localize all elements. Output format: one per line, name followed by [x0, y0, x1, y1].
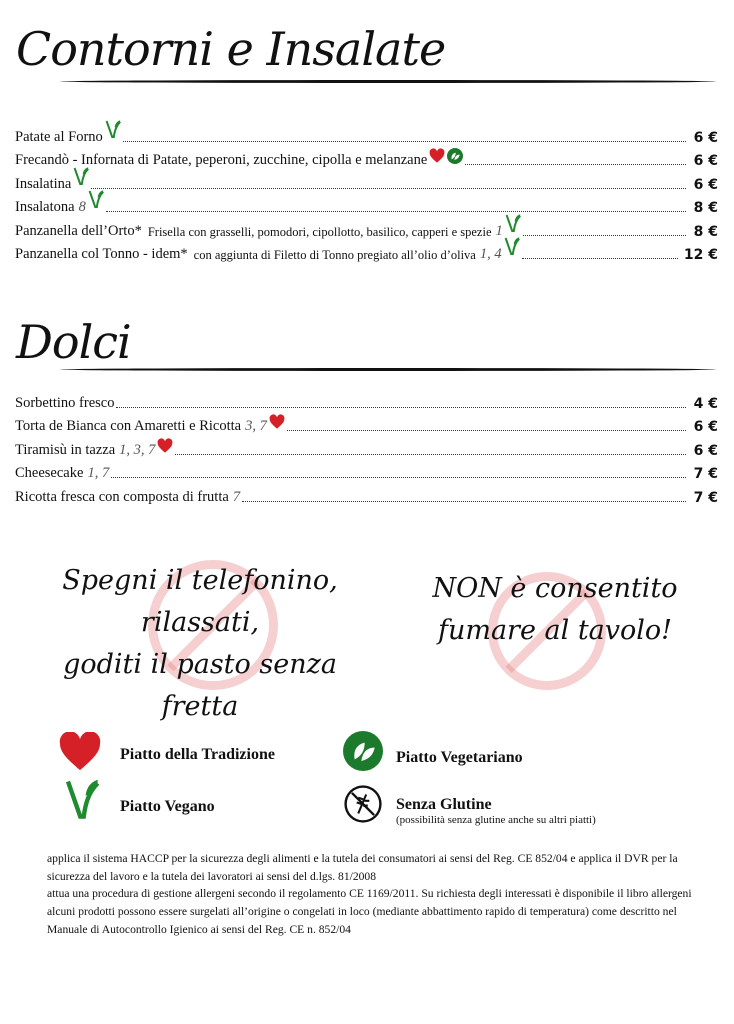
menu-item	[15, 459, 718, 483]
legal-notes	[47, 850, 697, 939]
vegan-icon	[88, 189, 104, 216]
item-name: Frecandò - Infornata di Patate, peperoni, zucchine, cipolla e melanzane	[15, 152, 428, 168]
heart-icon	[269, 414, 285, 435]
dolci-list	[15, 388, 718, 506]
item-name: Panzanella col Tonno - idem*	[15, 246, 188, 262]
item-name: Tiramisù in tazza	[15, 441, 116, 458]
item-allergens: 1, 7	[87, 465, 110, 481]
smoking-notice: NON è consentito fumare al tavolo!	[432, 573, 678, 646]
section-title-dolci: Dolci	[16, 315, 131, 369]
item-allergens: 8	[78, 199, 86, 215]
item-allergens: 7	[232, 488, 241, 505]
heart-icon	[429, 148, 445, 169]
item-allergens: 1	[495, 222, 503, 239]
vegetarian-icon	[447, 148, 463, 169]
dot-leader	[287, 430, 686, 431]
item-description: Frisella con grasselli, pomodori, cipollotto, basilico, capperi e spezie	[147, 224, 492, 239]
vegetarian-icon	[343, 731, 383, 771]
footer-haccp: applica il sistema HACCP per la sicurezza degli alimenti e la tutela dei consumatori ai sensi del Reg. CE 852/04 e applica il DVR per la sicurezza del lavoro e la tutela dei lavoratori ai sensi del d.lgs. 81/2008	[47, 852, 678, 883]
title-underline	[60, 80, 716, 83]
item-price: 4 €	[693, 395, 718, 412]
heart-icon	[58, 732, 102, 772]
gluten-free-icon	[344, 785, 382, 823]
vegan-icon	[504, 236, 520, 263]
footer-allergens: attua una procedura di gestione allergeni secondo il regolamento CE 1169/2011. Su richiesta degli interessati è disponibile il libro allergeni	[47, 887, 692, 901]
item-price: 6 €	[693, 176, 718, 193]
menu-item	[15, 169, 718, 193]
item-name: Sorbettino fresco	[15, 394, 115, 411]
item-allergens: 1, 4	[479, 246, 502, 262]
dot-leader	[522, 258, 678, 259]
menu-item	[15, 146, 718, 170]
item-price: 7 €	[693, 489, 718, 506]
item-description: con aggiunta di Filetto di Tonno pregiato all’olio d’oliva	[193, 248, 476, 262]
contorni-list	[15, 122, 718, 263]
menu-item	[15, 388, 718, 412]
item-price: 6 €	[693, 419, 718, 435]
item-name: Panzanella dell’Orto*	[15, 222, 142, 239]
dot-leader	[123, 141, 686, 142]
item-price: 6 €	[693, 442, 718, 459]
item-name: Torta de Bianca con Amaretti e Ricotta	[15, 418, 242, 434]
menu-item	[15, 193, 718, 217]
item-allergens: 3, 7	[245, 418, 267, 434]
item-price: 6 €	[693, 129, 718, 146]
legend-gluten-free: Senza Glutine (possibilità senza glutine anche su altri piatti)	[396, 796, 596, 826]
dot-leader	[116, 407, 686, 408]
legend-vegan: Piatto Vegano	[120, 798, 215, 815]
item-name: Ricotta fresca con composta di frutta	[15, 488, 229, 505]
menu-item	[15, 216, 718, 240]
dot-leader	[91, 188, 686, 189]
item-name: Insalatona	[15, 199, 75, 215]
item-name: Patate al Forno	[15, 128, 103, 145]
item-price: 7 €	[693, 466, 718, 482]
dot-leader	[106, 211, 686, 212]
title-underline	[60, 368, 716, 371]
menu-item	[15, 435, 718, 459]
legend-vegetarian: Piatto Vegetariano	[396, 749, 523, 766]
item-price: 8 €	[693, 223, 718, 240]
item-name: Insalatina	[15, 175, 72, 192]
dot-leader	[111, 477, 686, 478]
dot-leader	[465, 164, 686, 165]
heart-icon	[157, 438, 173, 459]
item-price: 8 €	[693, 200, 718, 216]
dot-leader	[523, 235, 686, 236]
item-price: 12 €	[683, 247, 718, 263]
item-price: 6 €	[693, 153, 718, 169]
item-name: Cheesecake	[15, 465, 84, 481]
footer-frozen: alcuni prodotti possono essere surgelati all’origine o congelati in loco (mediante abbattimento rapido di temperatura) come descritto nel Manuale di Autocontrollo Igienico ai sensi del Reg. CE n. 852/04	[47, 905, 677, 936]
dot-leader	[242, 501, 686, 502]
legend-tradition: Piatto della Tradizione	[120, 746, 275, 763]
menu-item	[15, 240, 718, 264]
menu-item	[15, 412, 718, 436]
vegan-icon	[105, 119, 121, 146]
vegan-icon	[64, 778, 100, 820]
dot-leader	[175, 454, 686, 455]
item-allergens: 1, 3, 7	[119, 441, 156, 458]
section-title-contorni: Contorni e Insalate	[16, 22, 446, 76]
menu-item	[15, 122, 718, 146]
phone-notice: Spegni il telefonino, rilassati, goditi il pasto senza fretta	[62, 565, 338, 722]
menu-item	[15, 482, 718, 506]
